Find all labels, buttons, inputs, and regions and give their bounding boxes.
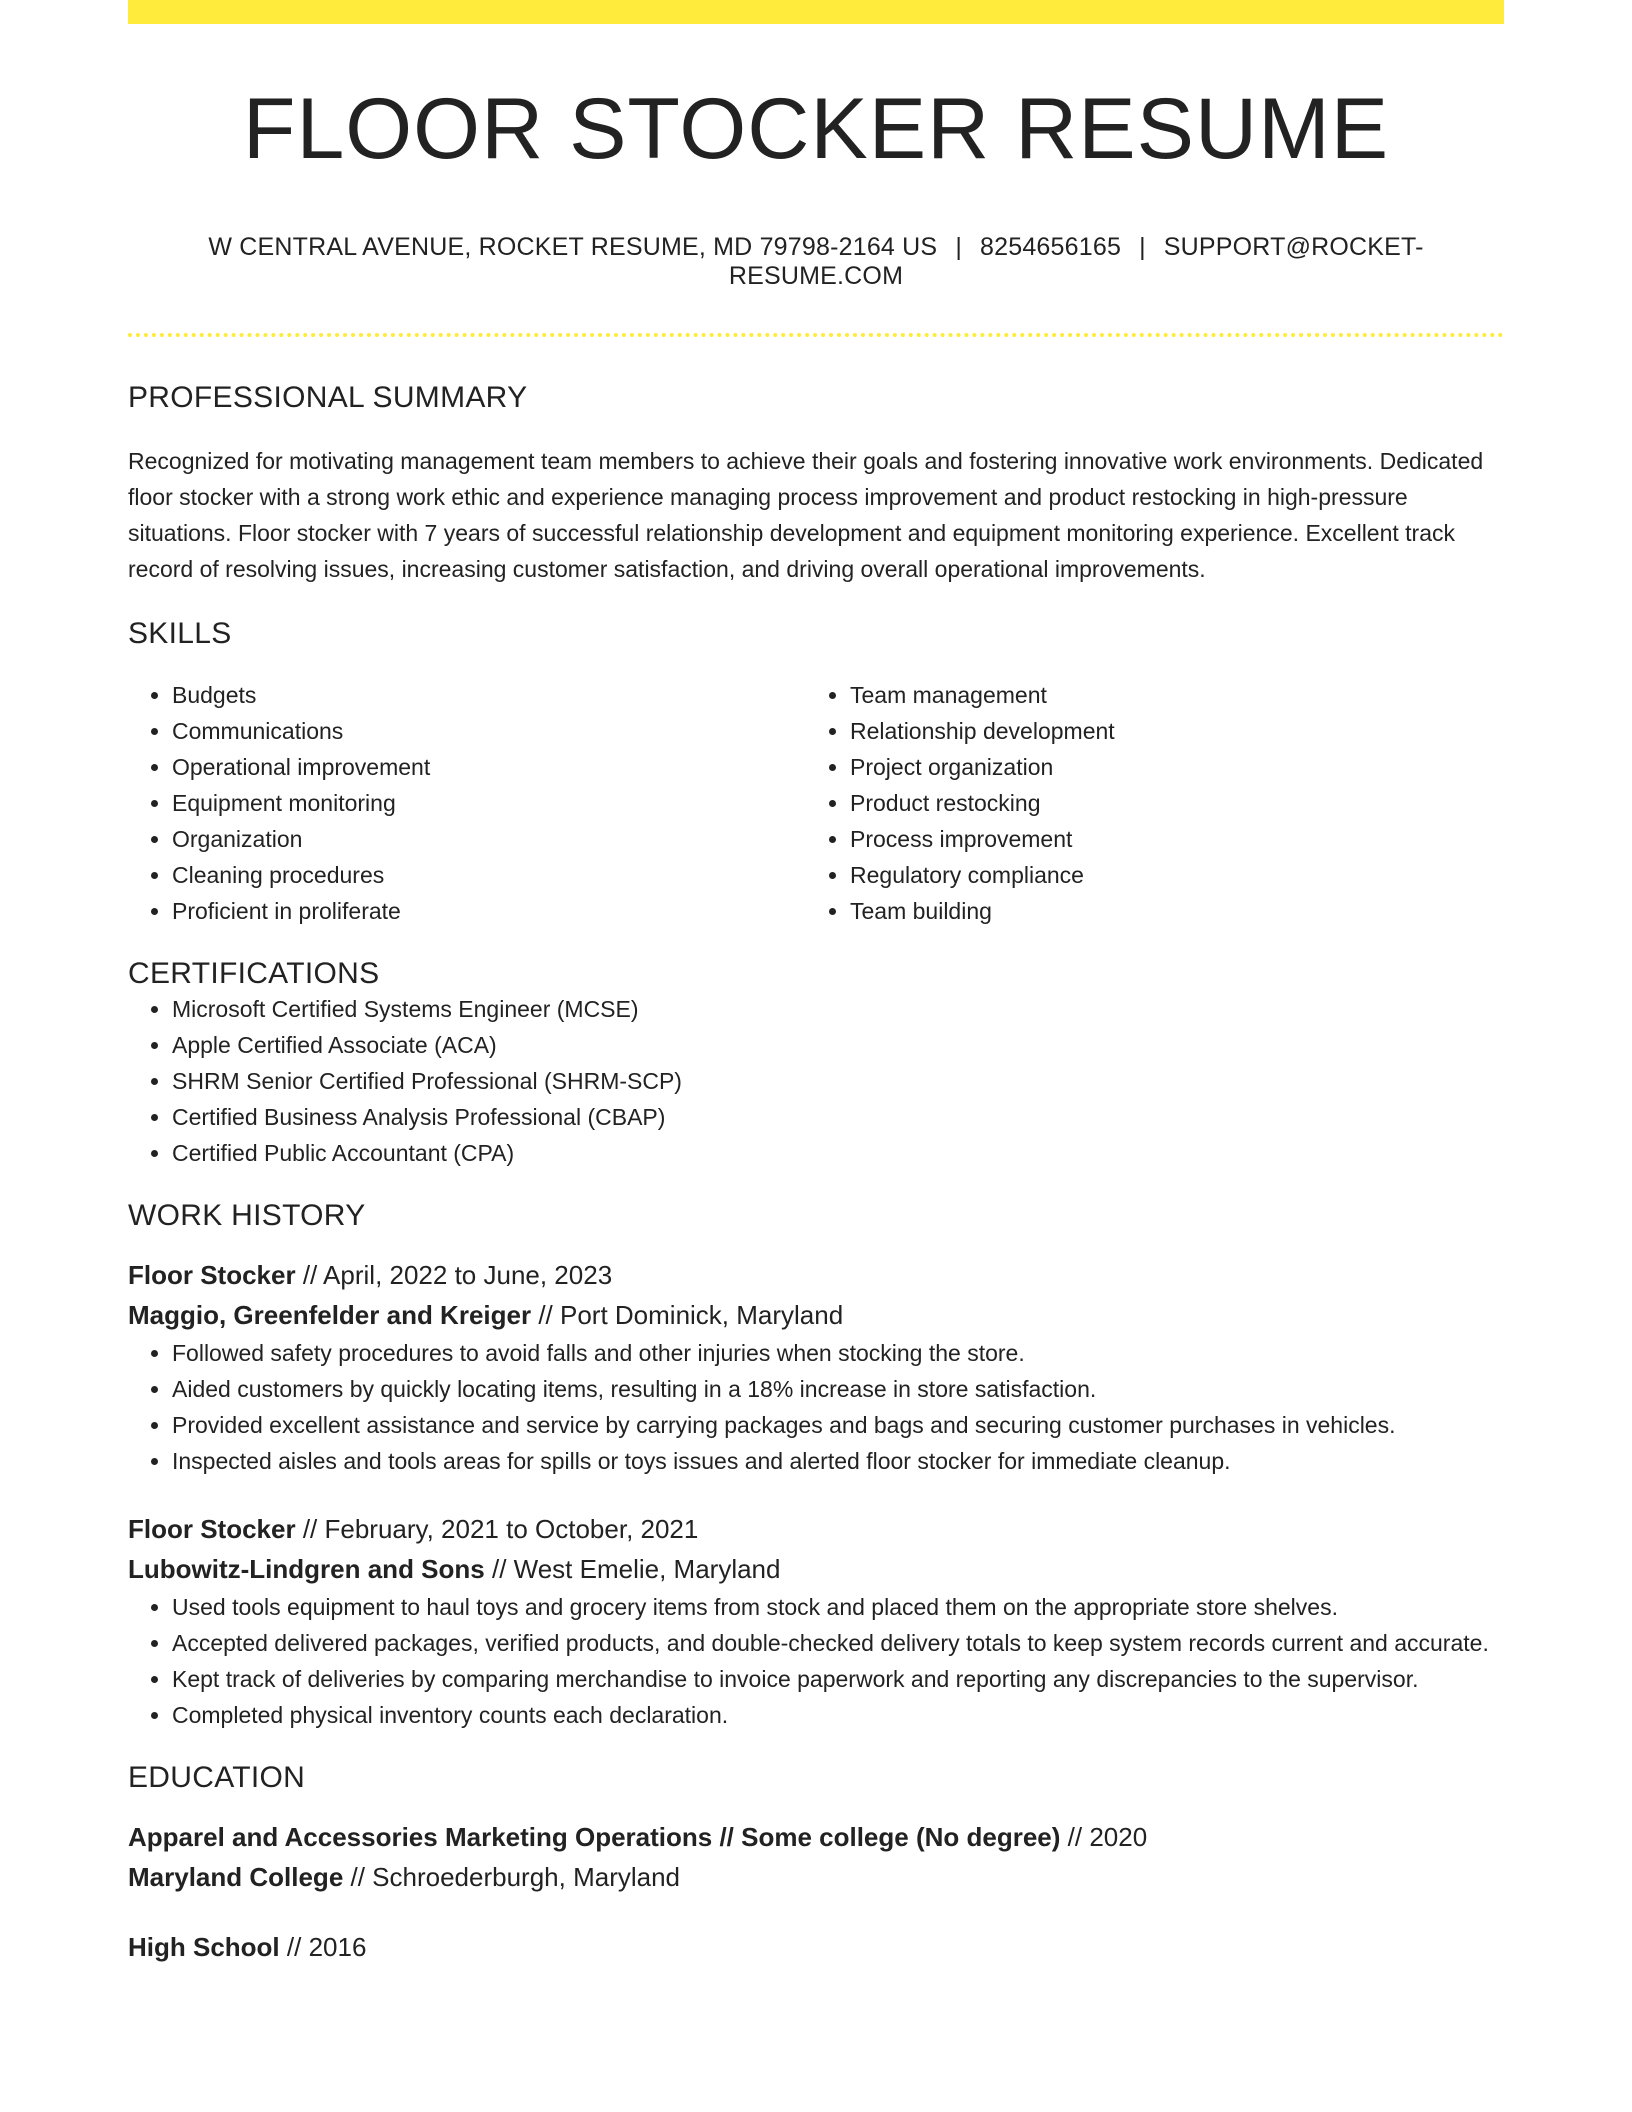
job-location: // Port Dominick, Maryland: [531, 1299, 844, 1330]
certification-item: • Microsoft Certified Systems Engineer (MCSE): [172, 991, 1504, 1027]
skill-item: • Budgets: [172, 677, 806, 713]
certification-item: • Apple Certified Associate (ACA): [172, 1027, 1504, 1063]
skills-column-right: [806, 677, 1484, 929]
contact-phone: 8254656165: [980, 232, 1122, 261]
summary-heading: PROFESSIONAL SUMMARY: [128, 380, 528, 414]
job-company: Maggio, Greenfelder and Kreiger: [128, 1299, 532, 1330]
job-dates: // April, 2022 to June, 2023: [295, 1259, 613, 1290]
resume-page: [128, 0, 1504, 1967]
contact-separator: |: [955, 232, 963, 261]
education-entry: [128, 1927, 1504, 1967]
contact-email: SUPPORT@ROCKET-RESUME.COM: [728, 232, 1424, 290]
job-company-line: [128, 1549, 1504, 1589]
job-dates: // February, 2021 to October, 2021: [295, 1513, 699, 1544]
job-company: Lubowitz-Lindgren and Sons: [128, 1553, 485, 1584]
certifications-heading: CERTIFICATIONS: [128, 956, 380, 990]
job-role: Floor Stocker: [128, 1513, 296, 1544]
job-location: // West Emelie, Maryland: [484, 1553, 781, 1584]
job-role-line: [128, 1509, 1504, 1549]
summary-text: Recognized for motivating management team members to achieve their goals and fostering innovative work environments. Dedicated floor stocker with a strong work ethic and experience managing process improvement and product restocking in high-pressure situations. Floor stocker with 7 years of successful relationship development and equipment monitoring experience. Excellent track record of resolving issues, increasing customer satisfaction, and driving overall operational improvements.: [128, 447, 1484, 582]
skills-heading: SKILLS: [128, 616, 232, 650]
job-entry: [128, 1255, 1504, 1479]
job-duty-item: • Aided customers by quickly locating items, resulting in a 18% increase in store satisfaction.: [172, 1371, 1504, 1407]
accent-top-bar: [128, 0, 1504, 24]
education-degree-line: [128, 1927, 1504, 1967]
contact-line: [128, 233, 1504, 291]
job-role-line: [128, 1255, 1504, 1295]
job-duty-item: • Followed safety procedures to avoid falls and other injuries when stocking the store.: [172, 1335, 1504, 1371]
certification-item: • SHRM Senior Certified Professional (SHRM-SCP): [172, 1063, 1504, 1099]
education-location: // Schroederburgh, Maryland: [343, 1861, 681, 1892]
education-entry: [128, 1817, 1504, 1897]
job-role: Floor Stocker: [128, 1259, 296, 1290]
dotted-divider: [128, 333, 1504, 337]
contact-address: W CENTRAL AVENUE, ROCKET RESUME, MD 79798-2164 US: [208, 232, 938, 261]
skill-item: • Product restocking: [850, 785, 1484, 821]
job-company-line: [128, 1295, 1504, 1335]
skill-item: • Team management: [850, 677, 1484, 713]
skill-item: • Proficient in proliferate: [172, 893, 806, 929]
skill-item: • Regulatory compliance: [850, 857, 1484, 893]
education-degree: Apparel and Accessories Marketing Operations // Some college (No degree): [128, 1821, 1061, 1852]
skill-item: • Equipment monitoring: [172, 785, 806, 821]
certification-item: • Certified Public Accountant (CPA): [172, 1135, 1504, 1171]
skill-item: • Team building: [850, 893, 1484, 929]
education-degree: High School: [128, 1931, 280, 1962]
work-history-heading: WORK HISTORY: [128, 1198, 366, 1232]
education-year: // 2020: [1060, 1821, 1148, 1852]
education-heading: EDUCATION: [128, 1760, 306, 1794]
job-duty-item: • Kept track of deliveries by comparing merchandise to invoice paperwork and reporting any discrepancies to the supervisor.: [172, 1661, 1504, 1697]
job-duty-item: • Inspected aisles and tools areas for spills or toys issues and alerted floor stocker for immediate cleanup.: [172, 1443, 1504, 1479]
job-duty-item: • Completed physical inventory counts each declaration.: [172, 1697, 1504, 1733]
job-duty-item: • Provided excellent assistance and service by carrying packages and bags and securing customer purchases in vehicles.: [172, 1407, 1504, 1443]
education-school: Maryland College: [128, 1861, 344, 1892]
certification-item: • Certified Business Analysis Professional (CBAP): [172, 1099, 1504, 1135]
education-school-line: [128, 1857, 1504, 1897]
job-duties: [128, 1589, 1504, 1733]
skill-item: • Process improvement: [850, 821, 1484, 857]
certifications-list: [128, 991, 1504, 1171]
job-duties: [128, 1335, 1504, 1479]
skills-list: [128, 677, 1504, 929]
job-duty-item: • Accepted delivered packages, verified products, and double-checked delivery totals to keep system records current and accurate.: [172, 1625, 1504, 1661]
skill-item: • Organization: [172, 821, 806, 857]
job-duty-item: • Used tools equipment to haul toys and grocery items from stock and placed them on the appropriate store shelves.: [172, 1589, 1504, 1625]
job-entry: [128, 1509, 1504, 1733]
resume-title: FLOOR STOCKER RESUME: [242, 81, 1390, 177]
skill-item: • Cleaning procedures: [172, 857, 806, 893]
skill-item: • Relationship development: [850, 713, 1484, 749]
education-degree-line: [128, 1817, 1504, 1857]
education-year: // 2016: [279, 1931, 367, 1962]
skills-column-left: [128, 677, 806, 929]
contact-separator: |: [1139, 232, 1146, 261]
skill-item: • Communications: [172, 713, 806, 749]
skill-item: • Operational improvement: [172, 749, 806, 785]
skill-item: • Project organization: [850, 749, 1484, 785]
